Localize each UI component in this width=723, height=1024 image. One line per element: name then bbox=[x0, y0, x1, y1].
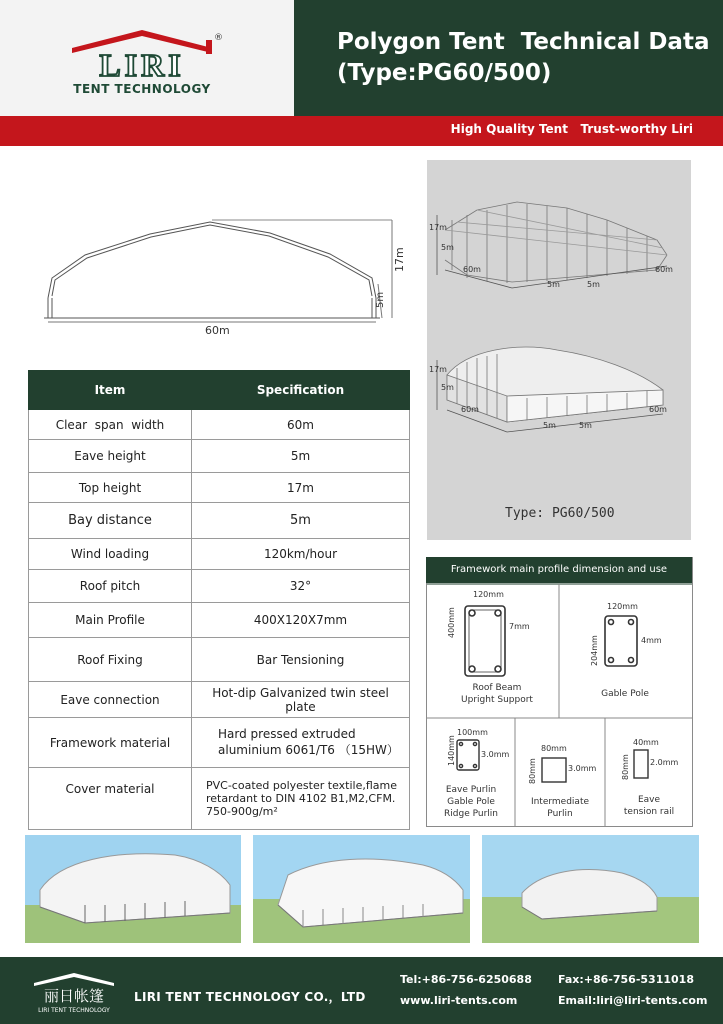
row-item: Eave height bbox=[29, 440, 192, 473]
roof-beam-width: 120mm bbox=[473, 590, 504, 599]
roof-beam-profile bbox=[465, 606, 505, 676]
footer-logo-cn: 丽日帐篷 bbox=[43, 987, 105, 1005]
frame-bay1: 5m bbox=[547, 280, 560, 289]
span-label: 60m bbox=[205, 324, 230, 337]
table-row bbox=[29, 503, 410, 539]
page-title: Polygon Tent Technical Data bbox=[337, 29, 710, 55]
intermediate-purlin-caption: Intermediate Purlin bbox=[530, 797, 590, 819]
tent-photo-3 bbox=[482, 835, 699, 943]
tension-rail-width: 40mm bbox=[633, 738, 659, 747]
row-item: Roof pitch bbox=[29, 570, 192, 603]
roof-beam-caption: Roof Beam Upright Support bbox=[461, 683, 533, 705]
frame-eave: 5m bbox=[441, 243, 454, 252]
header-specification: Specification bbox=[192, 371, 410, 410]
table-row bbox=[29, 473, 410, 503]
profile-panel bbox=[426, 557, 693, 827]
gable-pole-thickness: 4mm bbox=[641, 636, 662, 645]
row-spec: Hot-dip Galvanized twin steel plate bbox=[192, 682, 410, 718]
website-link[interactable]: www.liri-tents.com bbox=[400, 994, 518, 1007]
table-row bbox=[29, 768, 410, 830]
gable-pole-width: 120mm bbox=[607, 602, 638, 611]
intermediate-purlin-width: 80mm bbox=[541, 744, 567, 753]
gable-pole-caption: Gable Pole bbox=[601, 689, 649, 699]
row-spec: PVC-coated polyester textile,flame retardant to DIN 4102 B1,M2,CFM. 750-900g/m² bbox=[192, 768, 410, 830]
frame-height: 17m bbox=[429, 223, 447, 232]
logo-subtitle: TENT TECHNOLOGY bbox=[73, 82, 211, 96]
fax-number: Fax:+86-756-5311018 bbox=[558, 973, 694, 986]
tension-rail-thickness: 2.0mm bbox=[650, 758, 679, 767]
gable-pole-profile bbox=[605, 616, 637, 666]
svg-text:®: ® bbox=[214, 33, 223, 43]
tension-rail-profile bbox=[634, 750, 648, 778]
roof-beam-height: 400mm bbox=[447, 607, 456, 638]
row-spec: 5m bbox=[192, 440, 410, 473]
row-item: Wind loading bbox=[29, 539, 192, 570]
eave-purlin-caption: Eave Purlin Gable Pole Ridge Purlin bbox=[444, 785, 498, 819]
table-row bbox=[29, 440, 410, 473]
tent-photo-2 bbox=[253, 835, 470, 943]
table-row bbox=[29, 682, 410, 718]
row-spec: 120km/hour bbox=[192, 539, 410, 570]
front-elevation-diagram bbox=[30, 200, 410, 340]
covered-render bbox=[437, 347, 663, 432]
footer-logo bbox=[28, 971, 120, 1015]
row-spec: 32° bbox=[192, 570, 410, 603]
covered-length-left: 60m bbox=[461, 405, 479, 414]
phone-number: Tel:+86-756-6250688 bbox=[400, 973, 532, 986]
eave-purlin-width: 100mm bbox=[457, 728, 488, 737]
logo-text: LIRI bbox=[99, 47, 185, 83]
company-name: LIRI TENT TECHNOLOGY CO.，LTD bbox=[134, 990, 366, 1004]
profile-panel-title: Framework main profile dimension and use bbox=[426, 557, 692, 583]
row-item: Framework material bbox=[29, 718, 192, 768]
row-spec: 5m bbox=[192, 503, 410, 539]
covered-bay1: 5m bbox=[543, 421, 556, 430]
tension-rail-caption: Eave tension rail bbox=[623, 795, 675, 817]
table-row bbox=[29, 570, 410, 603]
spec-table bbox=[28, 370, 410, 830]
email-link[interactable]: Email:liri@liri-tents.com bbox=[558, 994, 708, 1007]
page-title-type: (Type:PG60/500) bbox=[337, 60, 552, 86]
row-item: Top height bbox=[29, 473, 192, 503]
header-title-area bbox=[294, 0, 723, 116]
table-row bbox=[29, 539, 410, 570]
row-spec: Hard pressed extruded aluminium 6061/T6 （15HW） bbox=[192, 718, 410, 768]
frame-length-right: 60m bbox=[655, 265, 673, 274]
row-item: Eave connection bbox=[29, 682, 192, 718]
table-row bbox=[29, 410, 410, 440]
tent-type-label: Type: PG60/500 bbox=[505, 506, 615, 521]
tension-rail-height: 80mm bbox=[621, 754, 630, 780]
frame-bay2: 5m bbox=[587, 280, 600, 289]
table-header-row bbox=[29, 371, 410, 410]
table-row bbox=[29, 638, 410, 682]
table-row bbox=[29, 718, 410, 768]
row-item: Clear span width bbox=[29, 410, 192, 440]
top-height-label: 17m bbox=[393, 247, 406, 272]
roof-beam-thickness: 7mm bbox=[509, 622, 530, 631]
gable-pole-height: 204mm bbox=[590, 635, 599, 666]
row-spec: 400X120X7mm bbox=[192, 603, 410, 638]
footer-logo-en: LIRI TENT TECHNOLOGY bbox=[38, 1007, 110, 1014]
eave-purlin-profile bbox=[457, 740, 479, 770]
eave-purlin-height: 140mm bbox=[447, 735, 456, 766]
table-row bbox=[29, 603, 410, 638]
frame-length-left: 60m bbox=[463, 265, 481, 274]
eave-purlin-thickness: 3.0mm bbox=[481, 750, 510, 759]
tent-photo-1 bbox=[25, 835, 241, 943]
intermediate-purlin-profile bbox=[542, 758, 566, 782]
3d-render-panel bbox=[427, 160, 691, 540]
liri-logo bbox=[62, 26, 222, 88]
covered-height: 17m bbox=[429, 365, 447, 374]
covered-length-right: 60m bbox=[649, 405, 667, 414]
row-spec: 17m bbox=[192, 473, 410, 503]
covered-bay2: 5m bbox=[579, 421, 592, 430]
eave-height-label: 5m bbox=[375, 291, 386, 308]
row-item: Roof Fixing bbox=[29, 638, 192, 682]
intermediate-purlin-thickness: 3.0mm bbox=[568, 764, 597, 773]
row-spec: 60m bbox=[192, 410, 410, 440]
row-item: Cover material bbox=[29, 768, 192, 830]
header-item: Item bbox=[29, 371, 192, 410]
intermediate-purlin-height: 80mm bbox=[528, 758, 537, 784]
tagline: High Quality Tent Trust-worthy Liri bbox=[450, 122, 693, 136]
row-item: Bay distance bbox=[29, 503, 192, 539]
frame-render bbox=[437, 202, 667, 288]
row-spec: Bar Tensioning bbox=[192, 638, 410, 682]
covered-eave: 5m bbox=[441, 383, 454, 392]
row-item: Main Profile bbox=[29, 603, 192, 638]
